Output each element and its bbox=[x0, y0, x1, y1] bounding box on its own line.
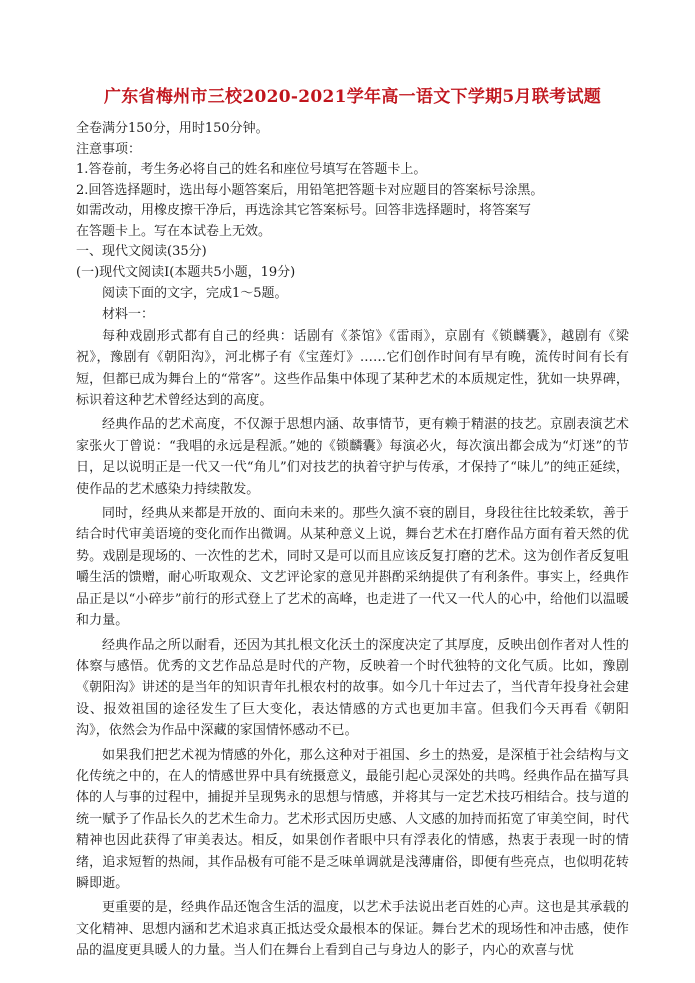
paragraph: 同时，经典从来都是开放的、面向未来的。那些久演不衰的剧目，身段往往比较柔软，善于结合时代审美语境的变化而作出微调。从某种意义上说，舞台艺术在打磨作品方面有着天然的优势。戏剧是现场的、一次性的艺术，同时又是可以而且应该反复打磨的艺术。这为创作者反复咀嚼生活的馈赠，耐心听取观众、文艺评论家的意见并斟酌采纳提供了有利条件。事实上，经典作品正是以“小碎步”前行的形式登上了艺术的高峰，也走进了一代又一代人的心中，给他们以温暖和力量。 bbox=[76, 506, 629, 629]
material-label: 材料一： bbox=[102, 307, 155, 323]
section-heading-1: 一、现代文阅读(35分) bbox=[76, 244, 207, 259]
notice-heading: 注意事项： bbox=[76, 141, 142, 157]
exam-title: 广东省梅州市三校2020-2021学年高一语文下学期5月联考试题 bbox=[103, 87, 602, 107]
paragraph: 每种戏剧形式都有自己的经典：话剧有《茶馆》《雷雨》，京剧有《锁麟囊》，越剧有《梁祝》，豫剧有《朝阳沟》，河北梆子有《宝莲灯》……它们创作时间有早有晚，流传时间有长有短，但都已成为舞台上的“常客”。这些作品集中体现了某种艺术的本质规定性，犹如一块界碑，标识着这种艺术曾经达到的高度。 bbox=[76, 328, 629, 409]
section-heading-1-1: (一)现代文阅读Ⅰ(本题共5小题，19分) bbox=[76, 264, 296, 280]
notice-item-2: 2.回答选择题时，选出每小题答案后，用铅笔把答题卡对应题目的答案标号涂黑。 bbox=[76, 182, 544, 198]
reading-instruction: 阅读下面的文字，完成1～5题。 bbox=[102, 286, 288, 301]
paragraph: 经典作品的艺术高度，不仅源于思想内涵、故事情节，更有赖于精湛的技艺。京剧表演艺术家张火丁曾说：“我唱的永远是程派。”她的《锁麟囊》每演必火，每次演出都会成为“灯迷”的节日，足以说明正是一代又一代“角儿”们对技艺的执着守护与传承，才保持了“味儿”的纯正延续，使作品的艺术感染力持续散发。 bbox=[76, 417, 629, 497]
paragraph: 更重要的是，经典作品还饱含生活的温度，以艺术手法说出老百姓的心声。这也是其承载的文化精神、思想内涵和艺术追求真正抵达受众最根本的保证。舞台艺术的现场性和冲击感，使作品的温度更具暖人的力量。当人们在舞台上看到自己与身边人的影子，内心的欢喜与忧 bbox=[76, 900, 629, 959]
notice-item-2-cont-a: 如需改动，用橡皮擦干净后，再选涂其它答案标号。回答非选择题时，将答案写 bbox=[76, 203, 532, 218]
total-score-line: 全卷满分150分，用时150分钟。 bbox=[76, 121, 269, 136]
notice-item-2-cont-b: 在答题卡上。写在本试卷上无效。 bbox=[76, 223, 272, 239]
paragraph: 经典作品之所以耐看，还因为其扎根文化沃土的深度决定了其厚度，反映出创作者对人性的体察与感悟。优秀的文艺作品总是时代的产物，反映着一个时代独特的文化气质。比如，豫剧《朝阳沟》讲述的是当年的知识青年扎根农村的故事。如今几十年过去了，当代青年投身社会建设、报效祖国的途径发生了巨大变化，表达情感的方式也更加丰富。但我们今天再看《朝阳沟》，依然会为作品中深藏的家国情怀感动不已。 bbox=[76, 637, 629, 739]
notice-item-1: 1.答卷前，考生务必将自己的姓名和座位号填写在答题卡上。 bbox=[76, 162, 427, 177]
paragraph: 如果我们把艺术视为情感的外化，那么这种对于祖国、乡土的热爱，是深植于社会结构与文化传统之中的，在人的情感世界中具有统摄意义，最能引起心灵深处的共鸣。经典作品在描写具体的人与事的过程中，捕捉并呈现隽永的思想与情感，并将其与一定艺术技巧相结合。技与道的统一赋予了作品长久的艺术生命力。艺术形式因历史感、人文感的加持而拓宽了审美空间，时代精神也因此获得了审美表达。相反，如果创作者眼中只有浮表化的情感，热衷于表现一时的情绪，追求短暂的热闹，其作品极有可能不是乏味单调就是浅薄庸俗，即便有些亮点，也似明花转瞬即逝。 bbox=[76, 747, 629, 891]
